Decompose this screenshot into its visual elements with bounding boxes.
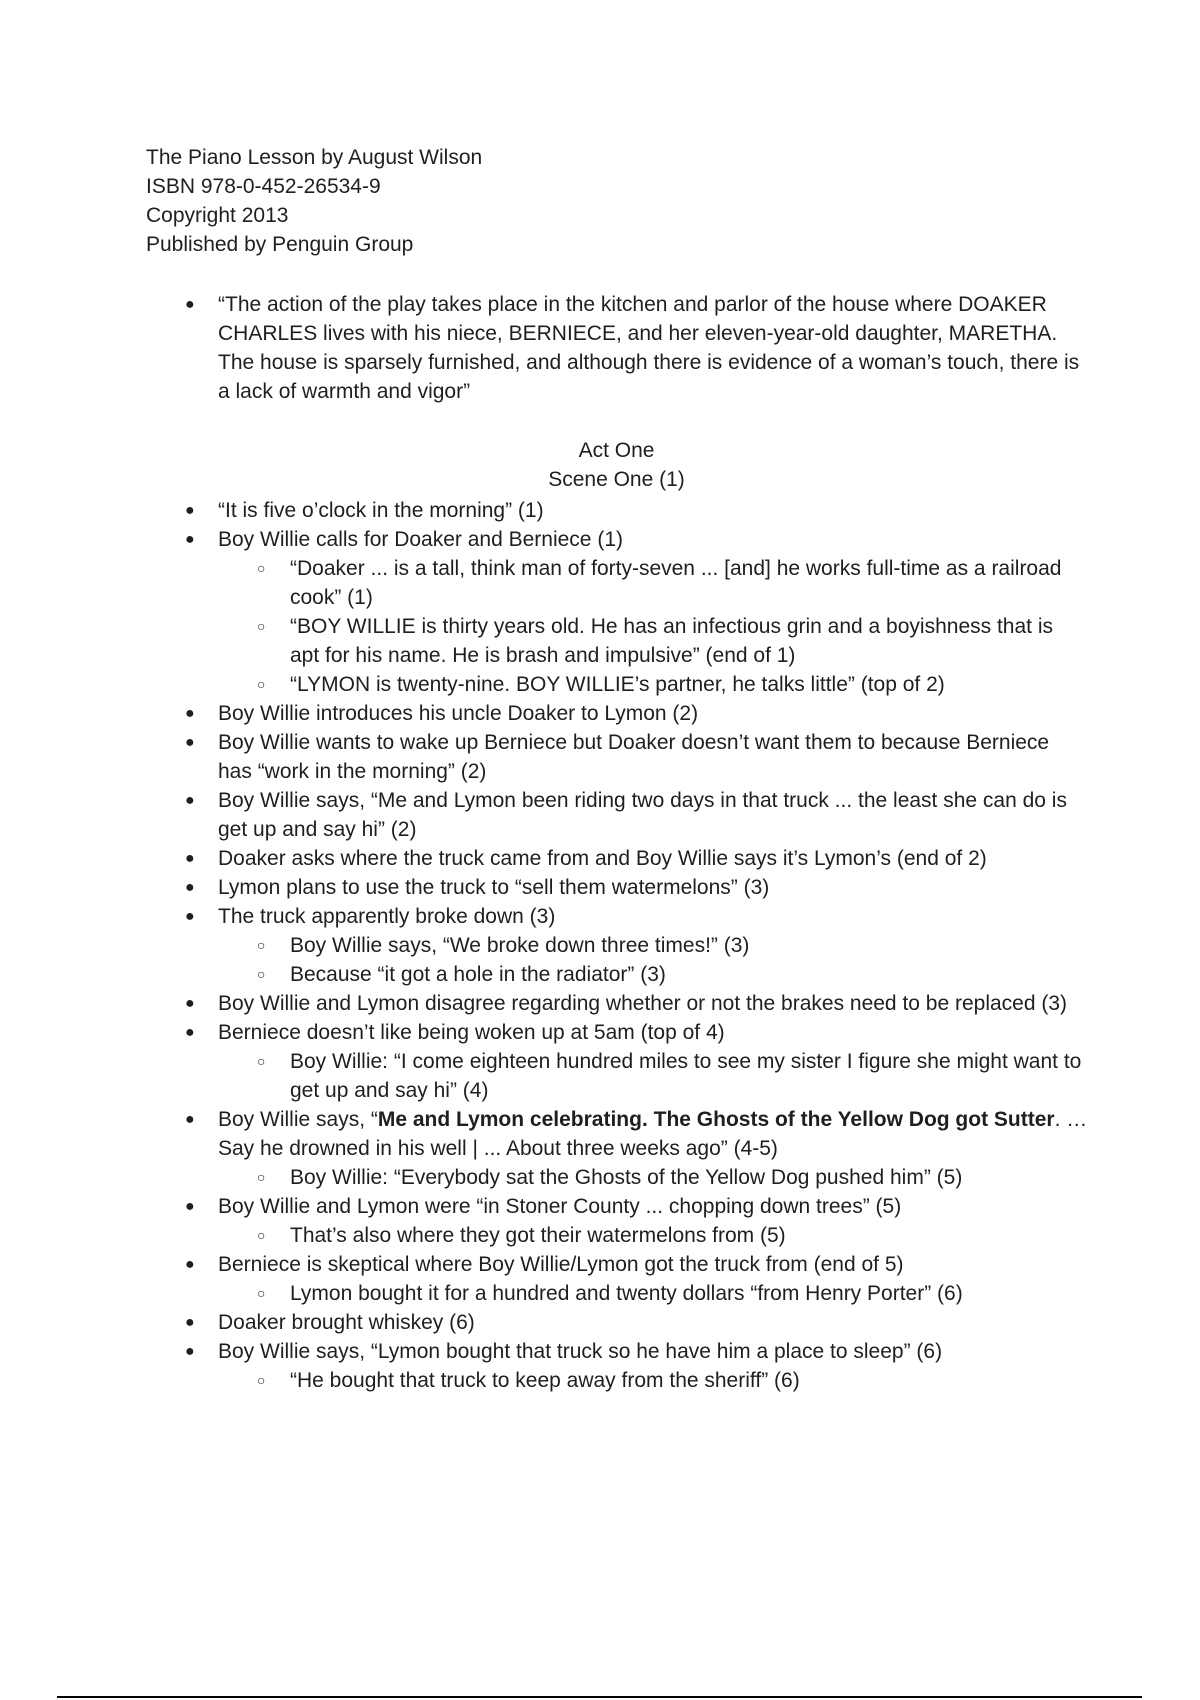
circle-bullet-icon: ○ xyxy=(257,966,266,982)
note-text: Boy Willie and Lymon were “in Stoner County ... chopping down trees” (5) xyxy=(218,1195,902,1218)
list-item xyxy=(0,1250,1088,1279)
note-text: The truck apparently broke down (3) xyxy=(218,905,556,928)
note-text: Boy Willie introduces his uncle Doaker to Lymon (2) xyxy=(218,702,699,725)
list-item xyxy=(0,844,1088,873)
note-suffix: . … Say he drowned in his well | ... About three weeks ago” (4-5) xyxy=(218,1108,1088,1160)
bullet-icon: ● xyxy=(185,734,195,751)
note-text: Boy Willie and Lymon disagree regarding whether or not the brakes need to be replaced (3) xyxy=(218,992,1068,1015)
bullet-icon: ● xyxy=(185,1198,195,1215)
note-text: Lymon bought it for a hundred and twenty dollars “from Henry Porter” (6) xyxy=(290,1282,963,1305)
list-item xyxy=(0,873,1088,902)
note-text: Because “it got a hole in the radiator” (3) xyxy=(290,963,666,986)
sub-list-item xyxy=(0,554,1087,612)
sub-list-item xyxy=(0,931,1087,960)
sub-list-item xyxy=(0,1279,1087,1308)
book-title: The Piano Lesson by August Wilson xyxy=(146,146,483,169)
note-bold-quote: Me and Lymon celebrating. The Ghosts of the Yellow Dog got Sutter xyxy=(377,1108,1055,1131)
circle-bullet-icon: ○ xyxy=(257,676,266,692)
note-prefix: Boy Willie says, “ xyxy=(218,1108,378,1131)
intro-list xyxy=(0,290,1088,406)
list-item xyxy=(0,1192,1088,1221)
note-text: “He bought that truck to keep away from the sheriff” (6) xyxy=(290,1369,800,1392)
note-text xyxy=(218,1108,1087,1160)
intro-quote: “The action of the play takes place in the kitchen and parlor of the house where DOAKER CHARLES lives with his niece, BERNIECE, and her eleven-year-old daughter, MARETHA. The house is sparsely furnished, and although there is evidence of a woman’s touch, there is a lack of warmth and vigor” xyxy=(218,293,1080,403)
scene-title: Scene One (1) xyxy=(548,468,685,491)
publisher-line: Published by Penguin Group xyxy=(146,233,414,256)
note-text: “Doaker ... is a tall, think man of forty-seven ... [and] he works full-time as a railroad cook” (1) xyxy=(290,557,1062,609)
note-text: That’s also where they got their watermelons from (5) xyxy=(290,1224,786,1247)
list-item xyxy=(0,496,1088,525)
sub-list-item xyxy=(0,1163,1087,1192)
sub-list-item xyxy=(0,1221,1087,1250)
circle-bullet-icon: ○ xyxy=(257,937,266,953)
sub-list-item xyxy=(0,612,1087,670)
bullet-icon: ● xyxy=(185,705,195,722)
circle-bullet-icon: ○ xyxy=(257,1227,266,1243)
bullet-icon: ● xyxy=(185,908,195,925)
bullet-icon: ● xyxy=(185,995,195,1012)
bullet-icon: ● xyxy=(185,531,195,548)
circle-bullet-icon: ○ xyxy=(257,1053,266,1069)
note-text: Berniece doesn’t like being woken up at 5am (top of 4) xyxy=(218,1021,725,1044)
bullet-icon: ● xyxy=(185,1024,195,1041)
circle-bullet-icon: ○ xyxy=(257,1285,266,1301)
note-text: Berniece is skeptical where Boy Willie/Lymon got the truck from (end of 5) xyxy=(218,1253,904,1276)
bullet-icon: ● xyxy=(185,792,195,809)
list-item xyxy=(0,699,1088,728)
list-item xyxy=(0,1308,1088,1337)
note-text: Lymon plans to use the truck to “sell them watermelons” (3) xyxy=(218,876,770,899)
note-text: Boy Willie calls for Doaker and Berniece (1) xyxy=(218,528,623,551)
note-text: “It is five o’clock in the morning” (1) xyxy=(218,499,544,522)
document-header xyxy=(146,143,482,259)
note-text: Boy Willie wants to wake up Berniece but Doaker doesn’t want them to because Berniece has “work in the morning” (2) xyxy=(218,731,1050,783)
bullet-icon: ● xyxy=(185,502,195,519)
section-heading xyxy=(0,436,1200,494)
bullet-icon: ● xyxy=(185,1111,195,1128)
list-item xyxy=(0,1337,1088,1366)
note-text: Doaker asks where the truck came from and Boy Willie says it’s Lymon’s (end of 2) xyxy=(218,847,987,870)
note-text: Boy Willie: “Everybody sat the Ghosts of the Yellow Dog pushed him” (5) xyxy=(290,1166,963,1189)
list-item xyxy=(0,902,1088,931)
circle-bullet-icon: ○ xyxy=(257,1372,266,1388)
note-text: Doaker brought whiskey (6) xyxy=(218,1311,475,1334)
list-item xyxy=(0,728,1088,786)
sub-list-item xyxy=(0,1047,1087,1105)
note-text: Boy Willie says, “Me and Lymon been riding two days in that truck ... the least she can do is get up and say hi” (2) xyxy=(218,789,1067,841)
note-text: Boy Willie says, “We broke down three times!” (3) xyxy=(290,934,750,957)
bullet-icon: ● xyxy=(185,1343,195,1360)
note-text: “BOY WILLIE is thirty years old. He has an infectious grin and a boyishness that is apt for his name. He is brash and impulsive” (end of 1) xyxy=(290,615,1053,667)
sub-list-item xyxy=(0,960,1087,989)
notes-list xyxy=(0,496,1088,1395)
list-item xyxy=(0,1018,1088,1047)
list-item xyxy=(0,525,1088,554)
copyright-line: Copyright 2013 xyxy=(146,204,289,227)
list-item xyxy=(0,1105,1088,1163)
note-text: Boy Willie: “I come eighteen hundred miles to see my sister I figure she might want to get up and say hi” (4) xyxy=(290,1050,1082,1102)
page-divider xyxy=(57,1696,1142,1698)
sub-list-item xyxy=(0,670,1087,699)
circle-bullet-icon: ○ xyxy=(257,1169,266,1185)
bullet-icon: ● xyxy=(185,1314,195,1331)
list-item xyxy=(0,786,1088,844)
bullet-icon: ● xyxy=(185,850,195,867)
bullet-icon: ● xyxy=(185,879,195,896)
sub-list-item xyxy=(0,1366,1087,1395)
list-item xyxy=(0,989,1088,1018)
circle-bullet-icon: ○ xyxy=(257,560,266,576)
isbn-line: ISBN 978-0-452-26534-9 xyxy=(146,175,381,198)
list-item xyxy=(0,290,1088,406)
act-title: Act One xyxy=(578,439,655,462)
bullet-icon: ● xyxy=(185,296,195,313)
bullet-icon: ● xyxy=(185,1256,195,1273)
note-text: “LYMON is twenty-nine. BOY WILLIE’s partner, he talks little” (top of 2) xyxy=(290,673,945,696)
note-text: Boy Willie says, “Lymon bought that truck so he have him a place to sleep” (6) xyxy=(218,1340,943,1363)
circle-bullet-icon: ○ xyxy=(257,618,266,634)
